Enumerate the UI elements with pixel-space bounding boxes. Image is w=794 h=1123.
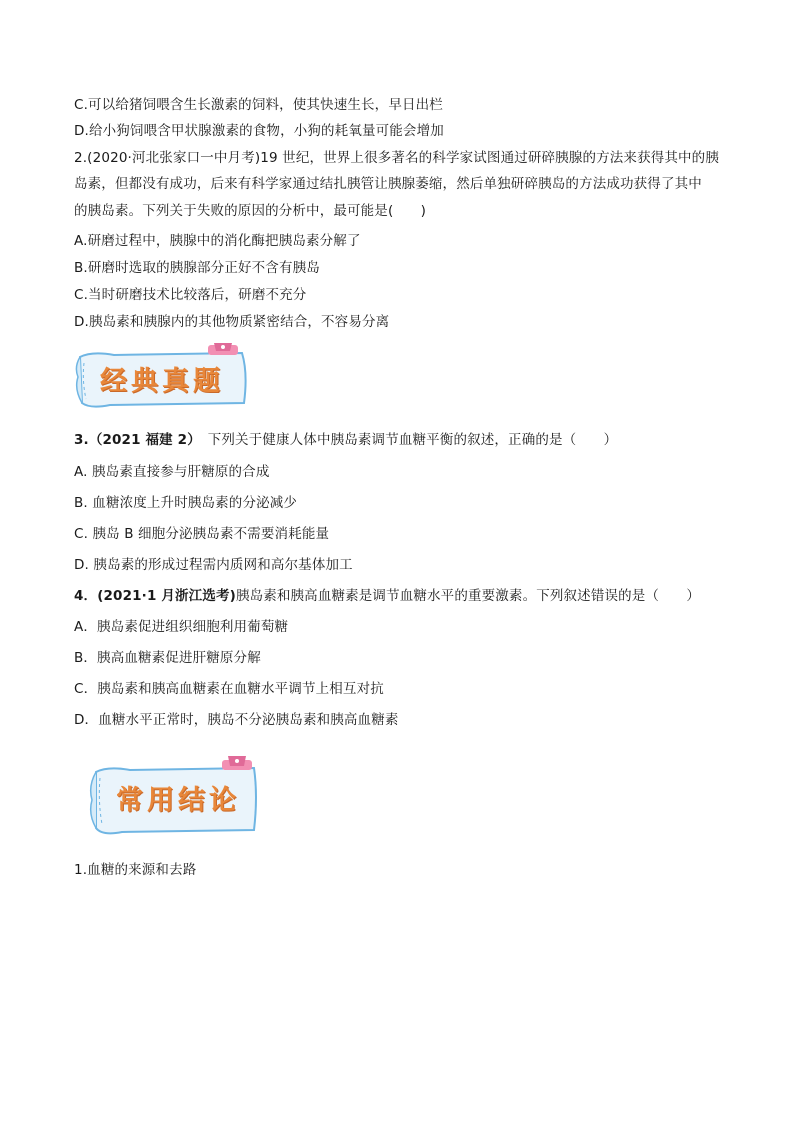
question-label: 4．(2021·1 月浙江选考) (74, 588, 236, 604)
question-line: 的胰岛素。下列关于失败的原因的分析中，最可能是( ) (74, 203, 427, 219)
option-line: C．胰岛素和胰高血糖素在血糖水平调节上相互对抗 (74, 681, 384, 697)
question-line: 2.(2020·河北张家口一中月考)19 世纪，世界上很多著名的科学家试图通过研碎胰腺的方法来获得其中的胰 (74, 150, 719, 166)
option-line: C.当时研磨技术比较落后，研磨不充分 (74, 287, 307, 303)
option-line: D. 胰岛素的形成过程需内质网和高尔基体加工 (74, 557, 353, 573)
question-stem: 胰岛素和胰高血糖素是调节血糖水平的重要激素。下列叙述错误的是（ ） (235, 588, 701, 604)
option-line: D.给小狗饲喂含甲状腺激素的食物，小狗的耗氧量可能会增加 (74, 123, 444, 139)
question-stem: 下列关于健康人体中胰岛素调节血糖平衡的叙述，正确的是（ ） (194, 432, 618, 448)
option-line: A. 胰岛素直接参与肝糖原的合成 (74, 464, 270, 480)
option-line: A．胰岛素促进组织细胞利用葡萄糖 (74, 619, 289, 635)
question-label: 3.（2021 福建 2） (74, 432, 195, 448)
banner-title: 常用结论 (116, 785, 240, 816)
section-banner (88, 756, 262, 838)
banner-title: 经典真题 (100, 366, 224, 397)
option-line: C. 胰岛 B 细胞分泌胰岛素不需要消耗能量 (74, 526, 330, 542)
option-line: B．胰高血糖素促进肝糖原分解 (74, 650, 261, 666)
option-line: D.胰岛素和胰腺内的其他物质紧密结合，不容易分离 (74, 314, 390, 330)
question-line: 岛素，但都没有成功，后来有科学家通过结扎胰管让胰腺萎缩，然后单独研碎胰岛的方法成功获得了其中 (74, 176, 702, 192)
option-line: C.可以给猪饲喂含生长激素的饲料，使其快速生长，早日出栏 (74, 97, 443, 113)
question-line (74, 431, 617, 449)
question-line (74, 587, 700, 605)
option-line: B.研磨时选取的胰腺部分正好不含有胰岛 (74, 260, 320, 276)
section-banner (74, 343, 258, 413)
conclusion-item: 1.血糖的来源和去路 (74, 862, 197, 878)
option-line: B. 血糖浓度上升时胰岛素的分泌减少 (74, 495, 298, 511)
option-line: A.研磨过程中，胰腺中的消化酶把胰岛素分解了 (74, 233, 361, 249)
option-line: D．血糖水平正常时，胰岛不分泌胰岛素和胰高血糖素 (74, 712, 399, 728)
